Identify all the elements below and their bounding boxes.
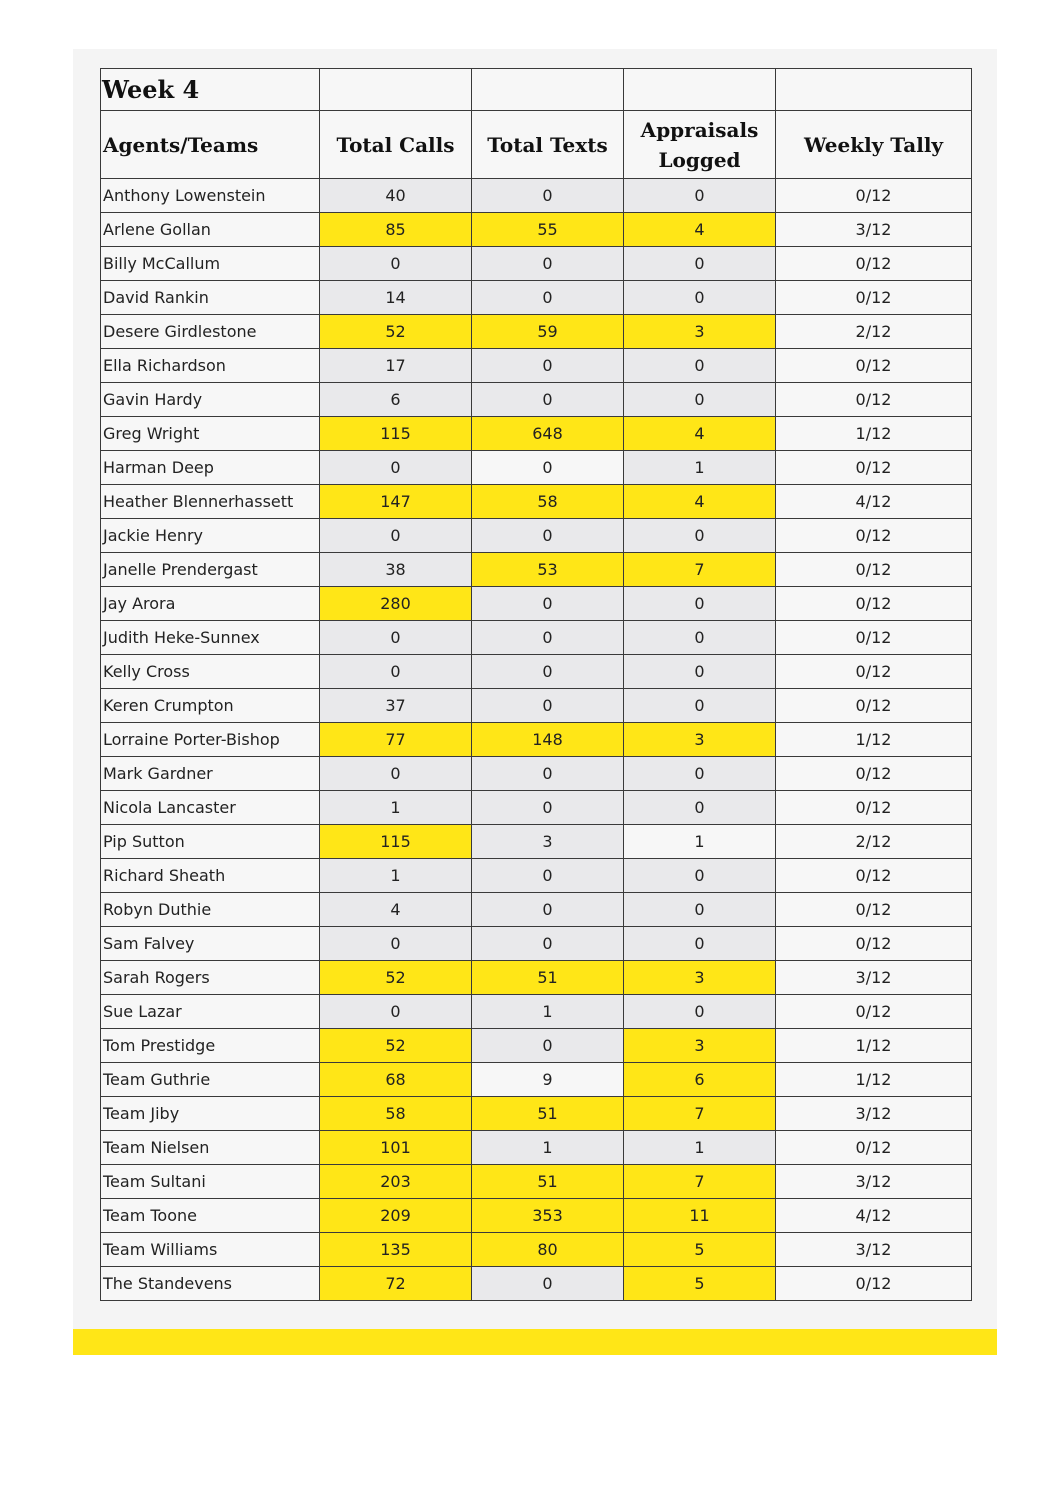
appraisals-cell: 1 — [624, 1131, 776, 1165]
agent-name-cell: Kelly Cross — [101, 655, 320, 689]
agent-name-cell: Sue Lazar — [101, 995, 320, 1029]
calls-cell: 58 — [320, 1097, 472, 1131]
agent-name-cell: Arlene Gollan — [101, 213, 320, 247]
calls-cell: 135 — [320, 1233, 472, 1267]
texts-cell: 0 — [472, 1267, 624, 1301]
calls-cell: 72 — [320, 1267, 472, 1301]
appraisals-cell: 0 — [624, 927, 776, 961]
agent-name-cell: Desere Girdlestone — [101, 315, 320, 349]
agent-name-cell: Mark Gardner — [101, 757, 320, 791]
agent-name-cell: Judith Heke-Sunnex — [101, 621, 320, 655]
calls-cell: 1 — [320, 859, 472, 893]
texts-cell: 0 — [472, 927, 624, 961]
texts-cell: 0 — [472, 383, 624, 417]
empty-cell — [320, 69, 472, 111]
texts-cell: 9 — [472, 1063, 624, 1097]
empty-cell — [472, 69, 624, 111]
appraisals-cell: 3 — [624, 723, 776, 757]
header-appraisals-logged: Appraisals Logged — [624, 111, 776, 179]
texts-cell: 0 — [472, 451, 624, 485]
agent-name-cell: Team Guthrie — [101, 1063, 320, 1097]
appraisals-cell: 0 — [624, 349, 776, 383]
weekly-tally-cell: 0/12 — [776, 893, 972, 927]
weekly-tally-cell: 0/12 — [776, 587, 972, 621]
weekly-tally-cell: 3/12 — [776, 1165, 972, 1199]
weekly-tally-cell: 2/12 — [776, 315, 972, 349]
agent-name-cell: Team Williams — [101, 1233, 320, 1267]
appraisals-cell: 3 — [624, 315, 776, 349]
week-title-row — [101, 69, 972, 111]
appraisals-cell: 1 — [624, 825, 776, 859]
appraisals-cell: 0 — [624, 791, 776, 825]
agent-name-cell: Lorraine Porter-Bishop — [101, 723, 320, 757]
calls-cell: 0 — [320, 655, 472, 689]
weekly-tally-cell: 1/12 — [776, 723, 972, 757]
calls-cell: 4 — [320, 893, 472, 927]
texts-cell: 53 — [472, 553, 624, 587]
appraisals-cell: 0 — [624, 281, 776, 315]
calls-cell: 0 — [320, 519, 472, 553]
appraisals-cell: 6 — [624, 1063, 776, 1097]
footer-accent-bar — [73, 1329, 997, 1355]
calls-cell: 17 — [320, 349, 472, 383]
table-row — [101, 723, 972, 757]
table-row — [101, 961, 972, 995]
weekly-tally-cell: 0/12 — [776, 791, 972, 825]
appraisals-cell: 0 — [624, 757, 776, 791]
texts-cell: 51 — [472, 1097, 624, 1131]
table-row — [101, 1165, 972, 1199]
weekly-tally-cell: 0/12 — [776, 247, 972, 281]
texts-cell: 55 — [472, 213, 624, 247]
agent-name-cell: Team Nielsen — [101, 1131, 320, 1165]
appraisals-cell: 0 — [624, 621, 776, 655]
calls-cell: 0 — [320, 451, 472, 485]
texts-cell: 0 — [472, 893, 624, 927]
appraisals-cell: 1 — [624, 451, 776, 485]
agent-name-cell: Nicola Lancaster — [101, 791, 320, 825]
appraisals-cell: 0 — [624, 689, 776, 723]
table-row — [101, 281, 972, 315]
agent-name-cell: Jackie Henry — [101, 519, 320, 553]
weekly-tally-cell: 0/12 — [776, 757, 972, 791]
calls-cell: 77 — [320, 723, 472, 757]
table-row — [101, 485, 972, 519]
texts-cell: 148 — [472, 723, 624, 757]
appraisals-cell: 3 — [624, 961, 776, 995]
calls-cell: 0 — [320, 247, 472, 281]
texts-cell: 3 — [472, 825, 624, 859]
appraisals-cell: 0 — [624, 519, 776, 553]
appraisals-cell: 7 — [624, 553, 776, 587]
weekly-tally-cell: 0/12 — [776, 1267, 972, 1301]
texts-cell: 0 — [472, 587, 624, 621]
table-row — [101, 689, 972, 723]
appraisals-cell: 0 — [624, 383, 776, 417]
agent-name-cell: Team Jiby — [101, 1097, 320, 1131]
agent-name-cell: Pip Sutton — [101, 825, 320, 859]
header-agents-teams: Agents/Teams — [101, 111, 320, 179]
appraisals-cell: 0 — [624, 995, 776, 1029]
texts-cell: 51 — [472, 1165, 624, 1199]
weekly-tally-cell: 4/12 — [776, 485, 972, 519]
weekly-tally-cell: 0/12 — [776, 927, 972, 961]
weekly-tally-cell: 1/12 — [776, 1029, 972, 1063]
appraisals-cell: 0 — [624, 587, 776, 621]
weekly-tally-cell: 0/12 — [776, 451, 972, 485]
table-row — [101, 315, 972, 349]
table-row — [101, 893, 972, 927]
table-row — [101, 791, 972, 825]
weekly-tally-cell: 0/12 — [776, 179, 972, 213]
header-total-calls: Total Calls — [320, 111, 472, 179]
header-total-texts: Total Texts — [472, 111, 624, 179]
table-row — [101, 927, 972, 961]
texts-cell: 0 — [472, 689, 624, 723]
agent-name-cell: Team Sultani — [101, 1165, 320, 1199]
agent-name-cell: Jay Arora — [101, 587, 320, 621]
texts-cell: 0 — [472, 349, 624, 383]
weekly-tally-cell: 0/12 — [776, 383, 972, 417]
appraisals-cell: 11 — [624, 1199, 776, 1233]
weekly-tally-cell: 3/12 — [776, 1097, 972, 1131]
table-row — [101, 655, 972, 689]
table-row — [101, 553, 972, 587]
table-row — [101, 1131, 972, 1165]
agent-name-cell: Team Toone — [101, 1199, 320, 1233]
appraisals-cell: 4 — [624, 485, 776, 519]
table-row — [101, 1029, 972, 1063]
appraisals-cell: 0 — [624, 179, 776, 213]
agent-name-cell: Gavin Hardy — [101, 383, 320, 417]
weekly-activity-table — [100, 68, 972, 1301]
weekly-tally-cell: 0/12 — [776, 519, 972, 553]
texts-cell: 1 — [472, 995, 624, 1029]
agent-name-cell: Greg Wright — [101, 417, 320, 451]
header-weekly-tally: Weekly Tally — [776, 111, 972, 179]
calls-cell: 0 — [320, 927, 472, 961]
texts-cell: 0 — [472, 281, 624, 315]
table-row — [101, 1267, 972, 1301]
weekly-tally-cell: 1/12 — [776, 417, 972, 451]
texts-cell: 0 — [472, 621, 624, 655]
texts-cell: 1 — [472, 1131, 624, 1165]
table-row — [101, 621, 972, 655]
table-row — [101, 349, 972, 383]
texts-cell: 353 — [472, 1199, 624, 1233]
table-row — [101, 451, 972, 485]
table-row — [101, 417, 972, 451]
appraisals-cell: 5 — [624, 1267, 776, 1301]
calls-cell: 1 — [320, 791, 472, 825]
agent-name-cell: Billy McCallum — [101, 247, 320, 281]
table-row — [101, 1063, 972, 1097]
texts-cell: 58 — [472, 485, 624, 519]
texts-cell: 51 — [472, 961, 624, 995]
calls-cell: 0 — [320, 621, 472, 655]
agent-name-cell: David Rankin — [101, 281, 320, 315]
weekly-tally-cell: 3/12 — [776, 213, 972, 247]
appraisals-cell: 4 — [624, 417, 776, 451]
calls-cell: 14 — [320, 281, 472, 315]
appraisals-cell: 0 — [624, 655, 776, 689]
empty-cell — [624, 69, 776, 111]
calls-cell: 147 — [320, 485, 472, 519]
appraisals-cell: 5 — [624, 1233, 776, 1267]
weekly-tally-cell: 0/12 — [776, 553, 972, 587]
calls-cell: 203 — [320, 1165, 472, 1199]
weekly-tally-cell: 0/12 — [776, 281, 972, 315]
table-row — [101, 587, 972, 621]
table-row — [101, 859, 972, 893]
agent-name-cell: Heather Blennerhassett — [101, 485, 320, 519]
weekly-tally-cell: 0/12 — [776, 621, 972, 655]
table-row — [101, 995, 972, 1029]
weekly-tally-cell: 0/12 — [776, 995, 972, 1029]
weekly-tally-cell: 4/12 — [776, 1199, 972, 1233]
calls-cell: 37 — [320, 689, 472, 723]
weekly-tally-cell: 1/12 — [776, 1063, 972, 1097]
agent-name-cell: Anthony Lowenstein — [101, 179, 320, 213]
agent-name-cell: Harman Deep — [101, 451, 320, 485]
appraisals-cell: 3 — [624, 1029, 776, 1063]
weekly-tally-cell: 0/12 — [776, 859, 972, 893]
agent-name-cell: Tom Prestidge — [101, 1029, 320, 1063]
calls-cell: 0 — [320, 757, 472, 791]
calls-cell: 52 — [320, 315, 472, 349]
table-row — [101, 247, 972, 281]
calls-cell: 0 — [320, 995, 472, 1029]
agent-name-cell: Janelle Prendergast — [101, 553, 320, 587]
table-row — [101, 213, 972, 247]
agent-name-cell: Sam Falvey — [101, 927, 320, 961]
calls-cell: 68 — [320, 1063, 472, 1097]
appraisals-cell: 0 — [624, 859, 776, 893]
table-row — [101, 1233, 972, 1267]
calls-cell: 101 — [320, 1131, 472, 1165]
agent-name-cell: Richard Sheath — [101, 859, 320, 893]
table-row — [101, 757, 972, 791]
agent-name-cell: Sarah Rogers — [101, 961, 320, 995]
texts-cell: 0 — [472, 519, 624, 553]
weekly-tally-cell: 0/12 — [776, 1131, 972, 1165]
weekly-tally-cell: 3/12 — [776, 1233, 972, 1267]
week-title: Week 4 — [101, 69, 320, 111]
table-row — [101, 825, 972, 859]
texts-cell: 59 — [472, 315, 624, 349]
texts-cell: 0 — [472, 757, 624, 791]
calls-cell: 209 — [320, 1199, 472, 1233]
calls-cell: 85 — [320, 213, 472, 247]
weekly-tally-cell: 0/12 — [776, 349, 972, 383]
calls-cell: 6 — [320, 383, 472, 417]
texts-cell: 0 — [472, 859, 624, 893]
calls-cell: 38 — [320, 553, 472, 587]
table-row — [101, 519, 972, 553]
calls-cell: 40 — [320, 179, 472, 213]
texts-cell: 0 — [472, 1029, 624, 1063]
texts-cell: 0 — [472, 247, 624, 281]
agent-name-cell: Robyn Duthie — [101, 893, 320, 927]
table-row — [101, 1199, 972, 1233]
appraisals-cell: 4 — [624, 213, 776, 247]
calls-cell: 52 — [320, 1029, 472, 1063]
appraisals-cell: 7 — [624, 1165, 776, 1199]
weekly-tally-cell: 0/12 — [776, 655, 972, 689]
calls-cell: 115 — [320, 825, 472, 859]
column-header-row — [101, 111, 972, 179]
agent-name-cell: Ella Richardson — [101, 349, 320, 383]
texts-cell: 0 — [472, 179, 624, 213]
texts-cell: 648 — [472, 417, 624, 451]
agent-name-cell: The Standevens — [101, 1267, 320, 1301]
table-row — [101, 383, 972, 417]
calls-cell: 115 — [320, 417, 472, 451]
texts-cell: 0 — [472, 791, 624, 825]
appraisals-cell: 7 — [624, 1097, 776, 1131]
weekly-tally-cell: 3/12 — [776, 961, 972, 995]
appraisals-cell: 0 — [624, 893, 776, 927]
calls-cell: 280 — [320, 587, 472, 621]
texts-cell: 0 — [472, 655, 624, 689]
weekly-tally-cell: 0/12 — [776, 689, 972, 723]
weekly-tally-cell: 2/12 — [776, 825, 972, 859]
table-row — [101, 179, 972, 213]
calls-cell: 52 — [320, 961, 472, 995]
appraisals-cell: 0 — [624, 247, 776, 281]
table-row — [101, 1097, 972, 1131]
agent-name-cell: Keren Crumpton — [101, 689, 320, 723]
empty-cell — [776, 69, 972, 111]
texts-cell: 80 — [472, 1233, 624, 1267]
